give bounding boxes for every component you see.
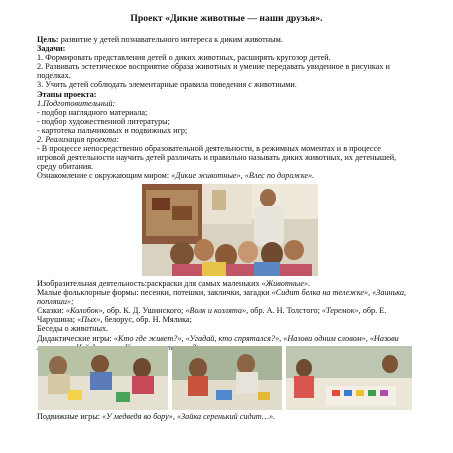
acquaint-line: Ознакомление с окружающим миром: «Дикие животные», «Влес по дорожке». <box>37 171 315 181</box>
stage1-item-2: - подбор художественной литературы; <box>37 116 170 126</box>
didactic-line: Дидактические игры: «Кто где живет?», «Угадай, кто спрятался?», «Назови одним словом», «Назови <box>37 333 399 343</box>
art-line: Изобразительная деятельность:раскраски для самых маленьких «Животные». <box>37 279 311 288</box>
task-item-1: 1. Формировать представления детей о диких животных, расширять кругозор детей. <box>37 53 331 63</box>
goal-line <box>37 35 409 44</box>
stages-label: Этапы проекта: <box>37 89 97 99</box>
stage2-text: - В процессе непосредственно образовательной деятельности, в режимных моментах и в процессе игровой деятельности научить детей различать и правильно называть диких животных, их детенышей, среду обитания. <box>37 144 397 172</box>
text-block-bottom <box>37 412 409 421</box>
tasks-label: Задачи: <box>37 44 66 54</box>
folk-line: Малые фольклорные формы: песенки, потешки, заклички, загадки «Сидит белка на тележке», «Заинька, попляши»; <box>37 288 407 307</box>
kids-photo-2 <box>172 346 282 410</box>
project-title: Проект «Дикие животные — наши друзья». <box>130 13 323 24</box>
task-item-3: 3. Учить детей соблюдать элементарные правила поведения с животными. <box>37 80 297 90</box>
kids-photo-1 <box>38 346 168 410</box>
kids-photo-3 <box>286 346 412 410</box>
stage1-label: 1.Подготовительный: <box>37 98 116 108</box>
tales-line: Сказки: «Колобок», обр. К. Д. Ушинского; «Волк и козлята», обр. А. Н. Толстого; «Теремок», обр. Е. Чарушина; «Пых», белорус, обр. Н. Мялика; <box>37 306 387 325</box>
text-block-middle <box>37 279 409 352</box>
stage1-item-1: - подбор наглядного материала; <box>37 107 148 117</box>
stage1-item-3: - картотека пальчиковых и подвижных игр; <box>37 125 188 135</box>
text-block-top <box>37 35 409 181</box>
mobile-games-line: Подвижные игры: «У медведя во бору», «Зайка серенький сидит…». <box>37 412 276 421</box>
goal-label: Цель: <box>37 35 59 44</box>
stage2-label: 2. Реализация проекта: <box>37 135 119 145</box>
talks-line: Беседы о животных. <box>37 324 109 334</box>
task-item-2: 2. Развивать эстетическое восприятие образа животных и умение передавать увиденное в рисунках и поделках. <box>37 62 390 81</box>
classroom-photo <box>142 184 318 276</box>
goal-text: развитие у детей познавательного интереса к диким животным. <box>58 35 283 44</box>
